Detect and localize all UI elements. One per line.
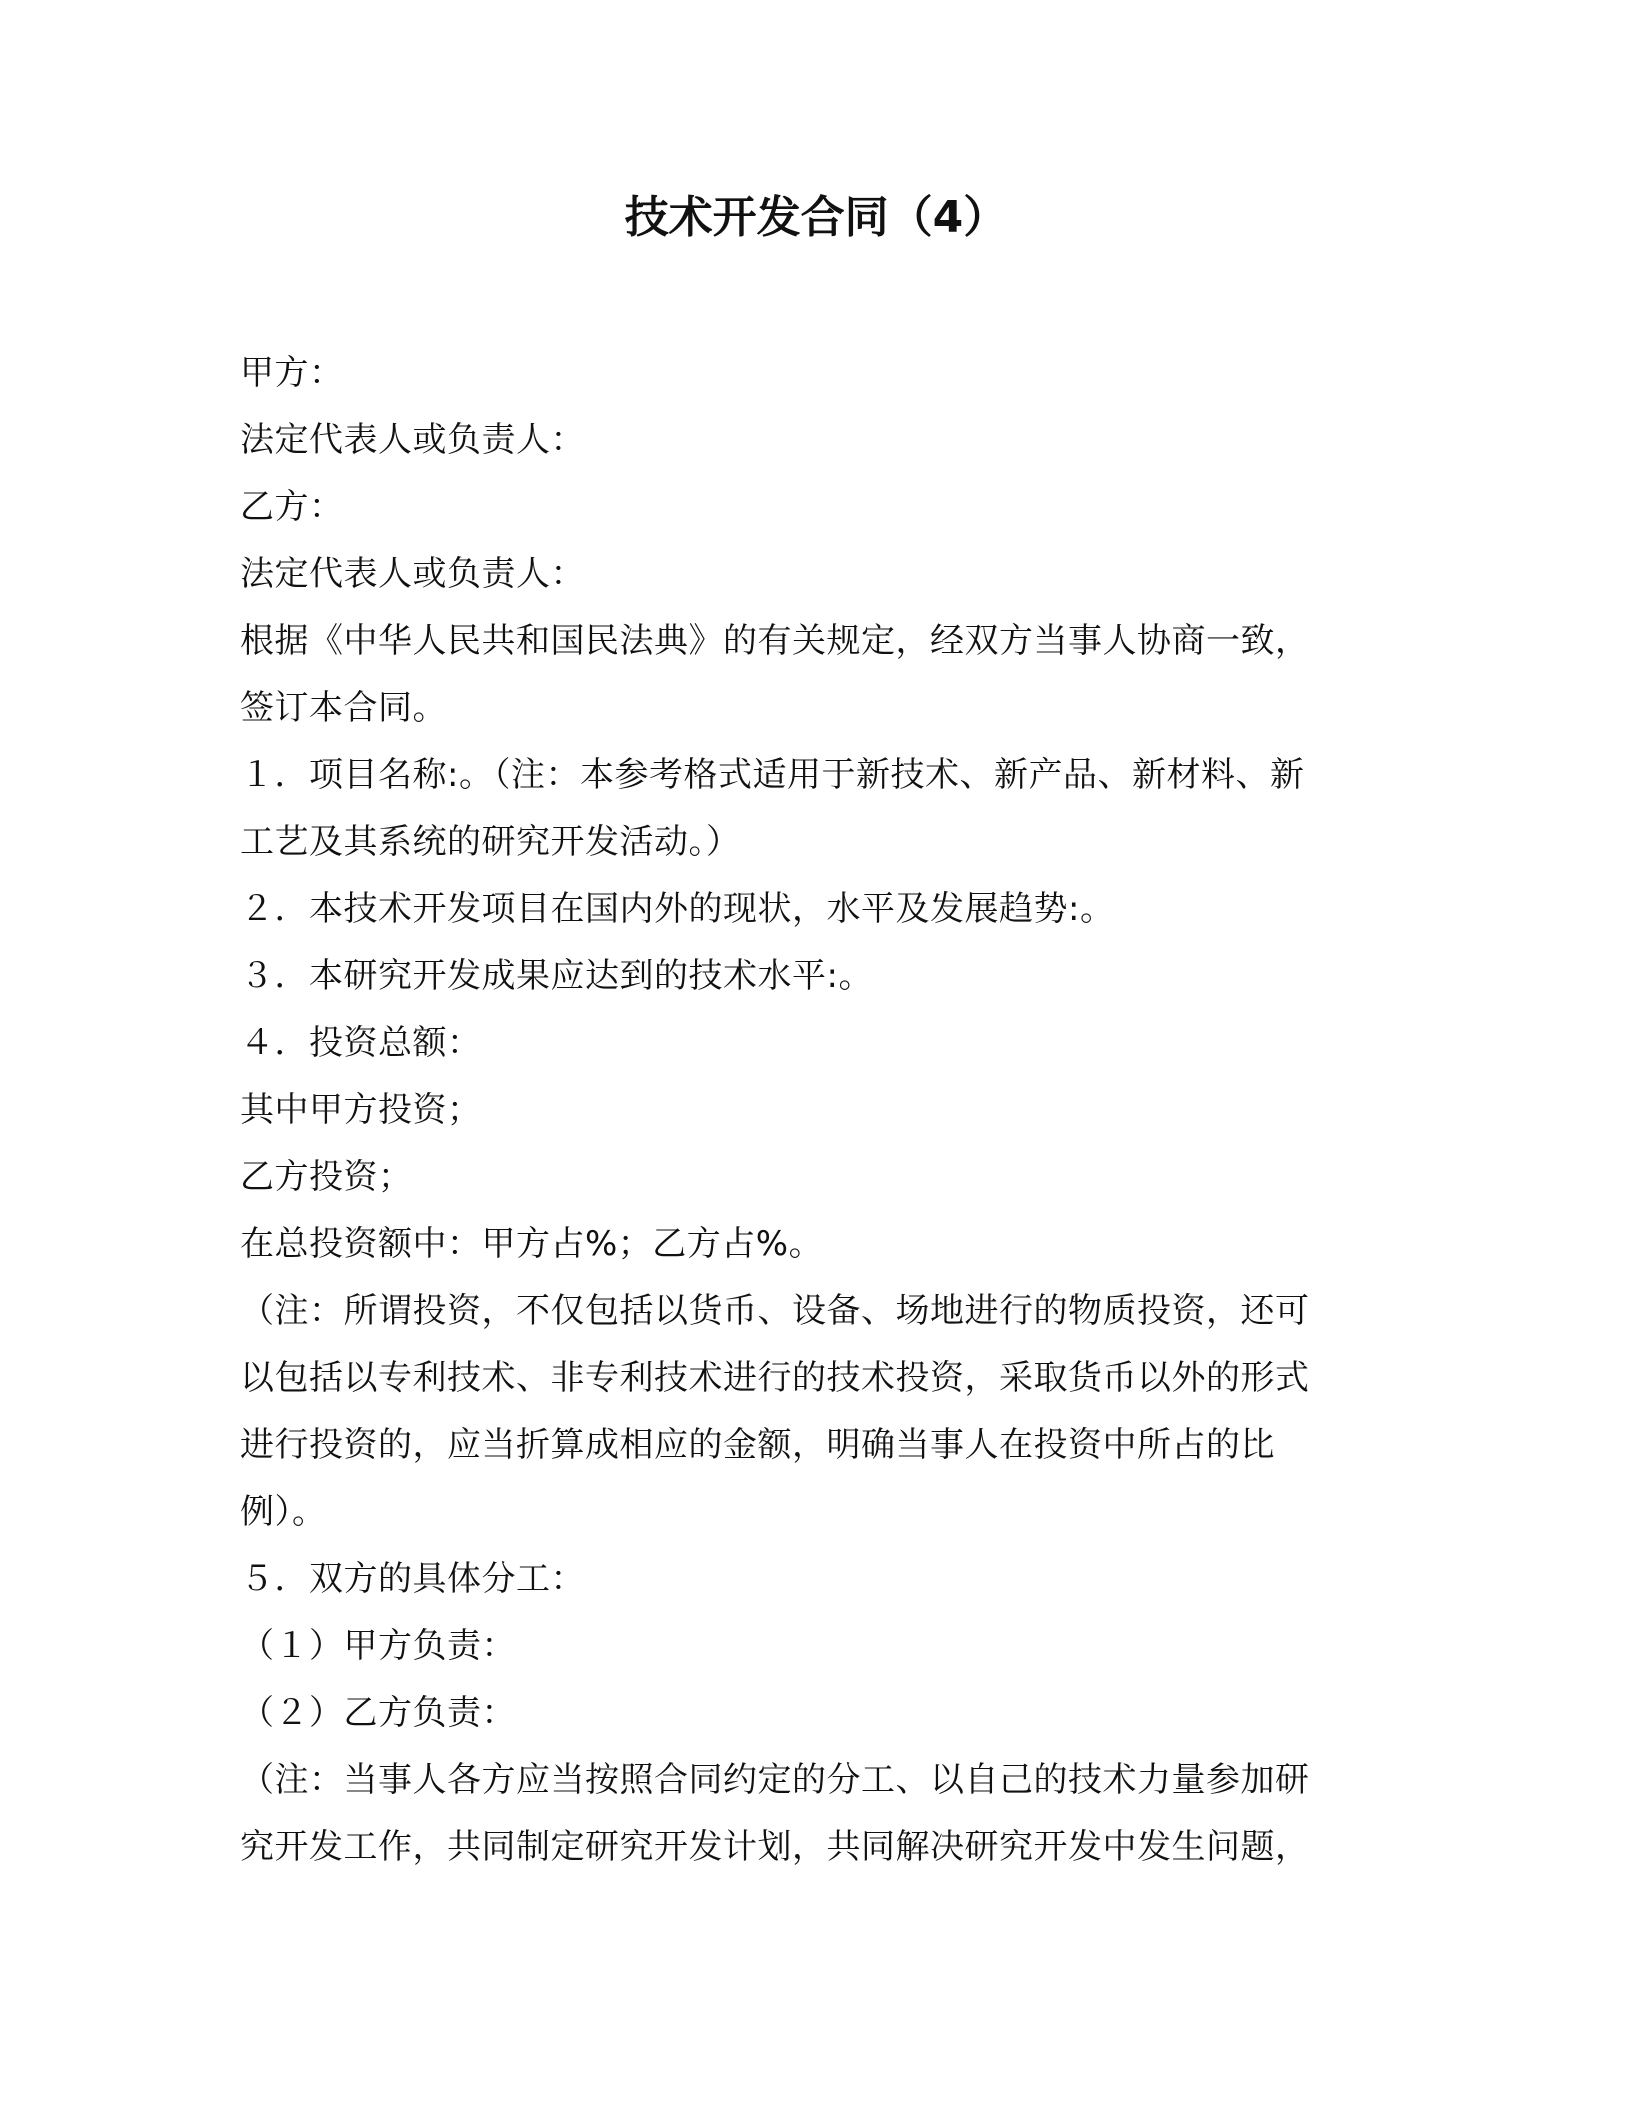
body-line: 根据《中华人民共和国民法典》的有关规定，经双方当事人协商一致，: [240, 621, 1310, 661]
body-line: ３．本研究开发成果应达到的技术水平:。: [240, 956, 873, 996]
body-line: 其中甲方投资；: [240, 1090, 482, 1130]
document-body: [240, 340, 1390, 1881]
body-line: 法定代表人或负责人：: [240, 554, 585, 594]
body-line: 在总投资额中：甲方占%；乙方占%。: [240, 1224, 824, 1264]
body-line: （注：所谓投资，不仅包括以货币、设备、场地进行的物质投资，还可: [240, 1291, 1310, 1331]
body-line: ４．投资总额：: [240, 1023, 482, 1063]
body-line: 例）。: [240, 1492, 327, 1532]
body-line: 乙方投资；: [240, 1157, 413, 1197]
body-line: 法定代表人或负责人：: [240, 420, 585, 460]
body-line: （２）乙方负责：: [240, 1693, 516, 1733]
body-line: 甲方：: [240, 353, 344, 393]
body-line: ２．本技术开发项目在国内外的现状，水平及发展趋势:。: [240, 889, 1115, 929]
body-line: （注：当事人各方应当按照合同约定的分工、以自己的技术力量参加研: [240, 1760, 1310, 1800]
body-line: 工艺及其系统的研究开发活动。）: [240, 822, 741, 862]
body-line: 以包括以专利技术、非专利技术进行的技术投资，采取货币以外的形式: [240, 1358, 1310, 1398]
document-title: 技术开发合同（4）: [624, 192, 1008, 243]
body-line: １．项目名称:。（注：本参考格式适用于新技术、新产品、新材料、新: [240, 755, 1305, 795]
body-line: 究开发工作，共同制定研究开发计划，共同解决研究开发中发生问题，: [240, 1827, 1310, 1867]
body-line: （１）甲方负责：: [240, 1626, 516, 1666]
body-line: 进行投资的，应当折算成相应的金额，明确当事人在投资中所占的比: [240, 1425, 1275, 1465]
body-line: 乙方：: [240, 487, 344, 527]
body-line: 签订本合同。: [240, 688, 447, 728]
body-line: ５．双方的具体分工：: [240, 1559, 585, 1599]
